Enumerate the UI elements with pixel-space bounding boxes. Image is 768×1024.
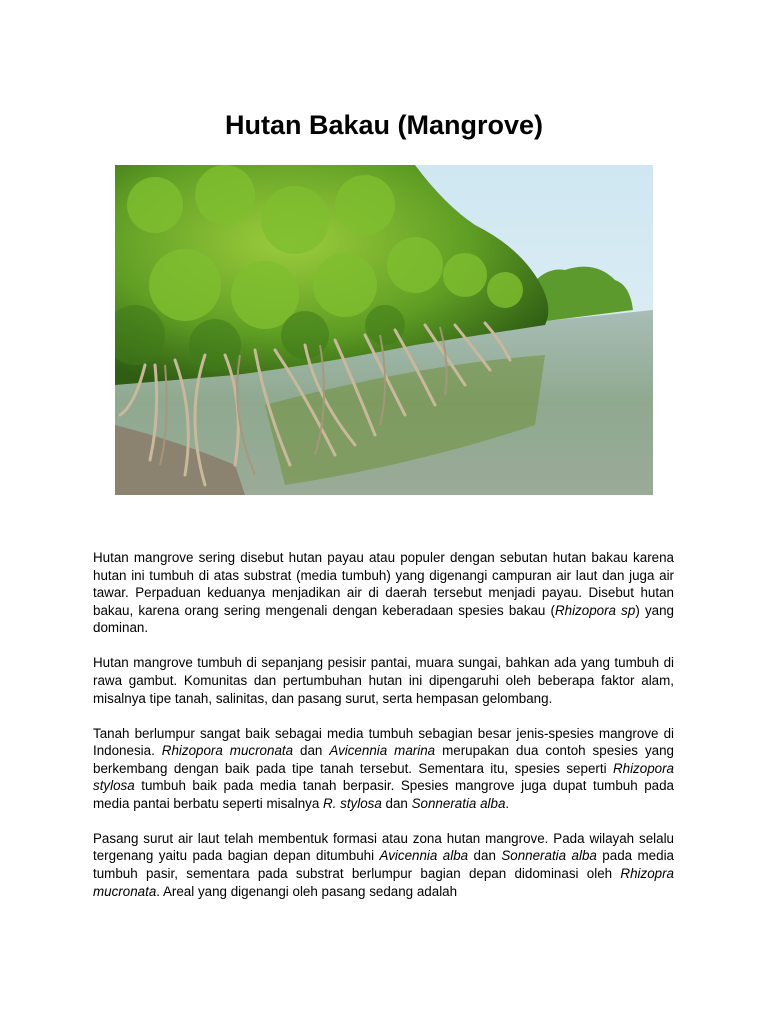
species-name: Rhizopra mucronata — [93, 866, 674, 899]
text-run: tumbuh baik pada media tanah berpasir. Spesies mangrove juga dupat tumbuh pada media pantai berbatu seperti misalnya — [93, 778, 674, 811]
text-run: Pasang surut air laut telah membentuk formasi atau zona hutan mangrove. Pada wilayah selalu tergenang yaitu pada bagian depan ditumbuhi — [93, 830, 674, 864]
text-run: merupakan dua contoh spesies yang berkembang dengan baik pada tipe tanah tersebut. Sementara itu, spesies seperti — [93, 743, 674, 776]
text-run: . Areal yang digenangi oleh pasang sedang adalah — [156, 883, 458, 899]
page-title: Hutan Bakau (Mangrove) — [224, 110, 544, 141]
paragraph-4 — [93, 830, 674, 900]
text-run: dan — [468, 848, 502, 864]
mangrove-photo — [115, 165, 653, 495]
paragraph-3 — [93, 725, 674, 813]
species-name: Rhizopora sp — [554, 602, 636, 618]
text-run: Hutan mangrove tumbuh di sepanjang pesisir pantai, muara sungai, bahkan ada yang tumbuh di rawa gambut. Komunitas dan pertumbuhan hutan ini dipengaruhi oleh beberapa faktor alam, misalnya tipe tanah, salinitas, dan pasang surut, serta hempasan gelombang. — [93, 655, 674, 706]
species-name: R. stylosa — [323, 795, 382, 811]
species-name: Avicennia marina — [329, 743, 436, 759]
paragraph-2 — [93, 654, 674, 707]
article-body — [93, 549, 674, 918]
text-run: dan — [381, 795, 412, 811]
text-run: ) yang dominan. — [93, 602, 674, 636]
species-name: Sonneratia alba — [501, 848, 597, 864]
text-run: dan — [293, 743, 330, 759]
species-name: Rhizopora mucronata — [161, 743, 294, 759]
paragraph-1 — [93, 549, 674, 637]
species-name: Avicennia alba — [379, 848, 469, 864]
species-name: Sonneratia alba — [411, 795, 506, 811]
species-name: Rhizopora stylosa — [93, 760, 674, 794]
text-run: Hutan mangrove sering disebut hutan payau atau populer dengan sebutan hutan bakau karena hutan ini tumbuh di atas substrat (media tumbuh) yang digenangi campuran air laut dan juga air tawar. Perpaduan keduanya menjadikan air di daerah tersebut menjadi payau. Disebut hutan bakau, karena orang sering mengenali dengan keberadaan spesies bakau ( — [93, 550, 674, 618]
text-run: . — [505, 795, 510, 811]
text-run: Tanah berlumpur sangat baik sebagai media tumbuh sebagian besar jenis-spesies mangrove di Indonesia. — [93, 725, 674, 759]
text-run: pada media tumbuh pasir, sementara pada substrat berlumpur bagian depan didominasi oleh — [93, 848, 674, 882]
